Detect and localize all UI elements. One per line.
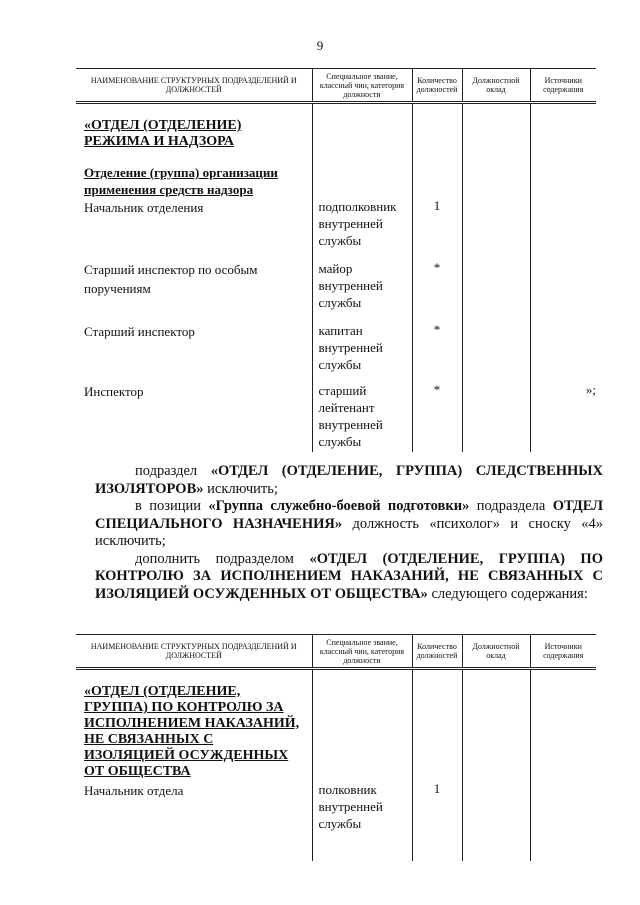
position-rank: подполковник внутренней службы bbox=[318, 199, 397, 248]
header-rank: Специальное звание, классный чин, категория должности bbox=[312, 635, 412, 669]
subdivision-title: Отделение (группа) организации применения средств надзора bbox=[84, 165, 278, 197]
header-salary: Должностной оклад bbox=[462, 635, 530, 669]
position-rank: майор внутренней службы bbox=[318, 261, 383, 310]
position-source bbox=[530, 260, 596, 322]
header-rank: Специальное звание, классный чин, категория должности bbox=[312, 69, 412, 103]
header-salary: Должностной оклад bbox=[462, 69, 530, 103]
table-row bbox=[76, 260, 596, 322]
position-name: Старший инспектор по особым поручениям bbox=[84, 262, 258, 296]
position-rank: полковник внутренней службы bbox=[318, 781, 383, 831]
position-rank: старший лейтенант внутренней службы bbox=[318, 383, 383, 449]
position-name: Инспектор bbox=[84, 384, 144, 399]
header-name: НАИМЕНОВАНИЕ СТРУКТУРНЫХ ПОДРАЗДЕЛЕНИЙ И ДОЛЖНОСТЕЙ bbox=[76, 635, 312, 669]
position-quantity: 1 bbox=[412, 198, 462, 260]
department-title: «ОТДЕЛ (ОТДЕЛЕНИЕ) РЕЖИМА И НАДЗОРА bbox=[84, 118, 242, 149]
table-row bbox=[76, 103, 596, 199]
table-row bbox=[76, 669, 596, 781]
header-source: Источники содержания bbox=[530, 635, 596, 669]
header-quantity: Количество должностей bbox=[412, 635, 462, 669]
position-source: »; bbox=[530, 382, 596, 452]
position-rank: капитан внутренней службы bbox=[318, 323, 383, 372]
position-name: Начальник отдела bbox=[84, 782, 184, 798]
position-name: Старший инспектор bbox=[84, 324, 195, 339]
position-quantity: * bbox=[412, 260, 462, 322]
header-quantity: Количество должностей bbox=[412, 69, 462, 103]
table-row bbox=[76, 382, 596, 452]
position-source bbox=[530, 198, 596, 260]
table-header-row bbox=[76, 69, 596, 103]
staff-table-2 bbox=[76, 634, 596, 861]
position-source bbox=[530, 781, 596, 861]
header-source: Источники содержания bbox=[530, 69, 596, 103]
table-row bbox=[76, 322, 596, 382]
position-quantity: 1 bbox=[412, 781, 462, 861]
table-row bbox=[76, 198, 596, 260]
position-source bbox=[530, 322, 596, 382]
staff-table-1 bbox=[76, 68, 596, 452]
position-quantity: * bbox=[412, 322, 462, 382]
paragraph-add-subdivision: дополнить подразделом «ОТДЕЛ (ОТДЕЛЕНИЕ, ГРУППА) ПО КОНТРОЛЮ ЗА ИСПОЛНЕНИЕМ НАКАЗАНИЙ, НЕ СВЯЗАННЫХ С ИЗОЛЯЦИЕЙ ОСУЖДЕННЫХ ОТ ОБЩЕСТВА» следующего содержания: bbox=[95, 550, 603, 602]
department-title: «ОТДЕЛ (ОТДЕЛЕНИЕ, ГРУППА) ПО КОНТРОЛЮ ЗА ИСПОЛНЕНИЕМ НАКАЗАНИЙ, НЕ СВЯЗАННЫХ С ИЗОЛЯЦИЕЙ ОСУЖДЕННЫХ ОТ ОБЩЕСТВА bbox=[84, 684, 300, 779]
position-quantity: * bbox=[412, 382, 462, 452]
page-number: 9 bbox=[316, 38, 324, 53]
amendment-text bbox=[95, 463, 603, 603]
paragraph-exclude-detention: подраздел «ОТДЕЛ (ОТДЕЛЕНИЕ, ГРУППА) СЛЕДСТВЕННЫХ ИЗОЛЯТОРОВ» исключить; bbox=[95, 463, 604, 497]
header-name: НАИМЕНОВАНИЕ СТРУКТУРНЫХ ПОДРАЗДЕЛЕНИЙ И ДОЛЖНОСТЕЙ bbox=[76, 69, 312, 103]
paragraph-exclude-psychologist: в позиции «Группа служебно-боевой подготовки» подраздела ОТДЕЛ СПЕЦИАЛЬНОГО НАЗНАЧЕНИЯ» должность «психолог» и сноску «4» исключить; bbox=[95, 498, 603, 549]
table-row bbox=[76, 781, 596, 861]
table-header-row bbox=[76, 635, 596, 669]
position-name: Начальник отделения bbox=[84, 200, 204, 215]
